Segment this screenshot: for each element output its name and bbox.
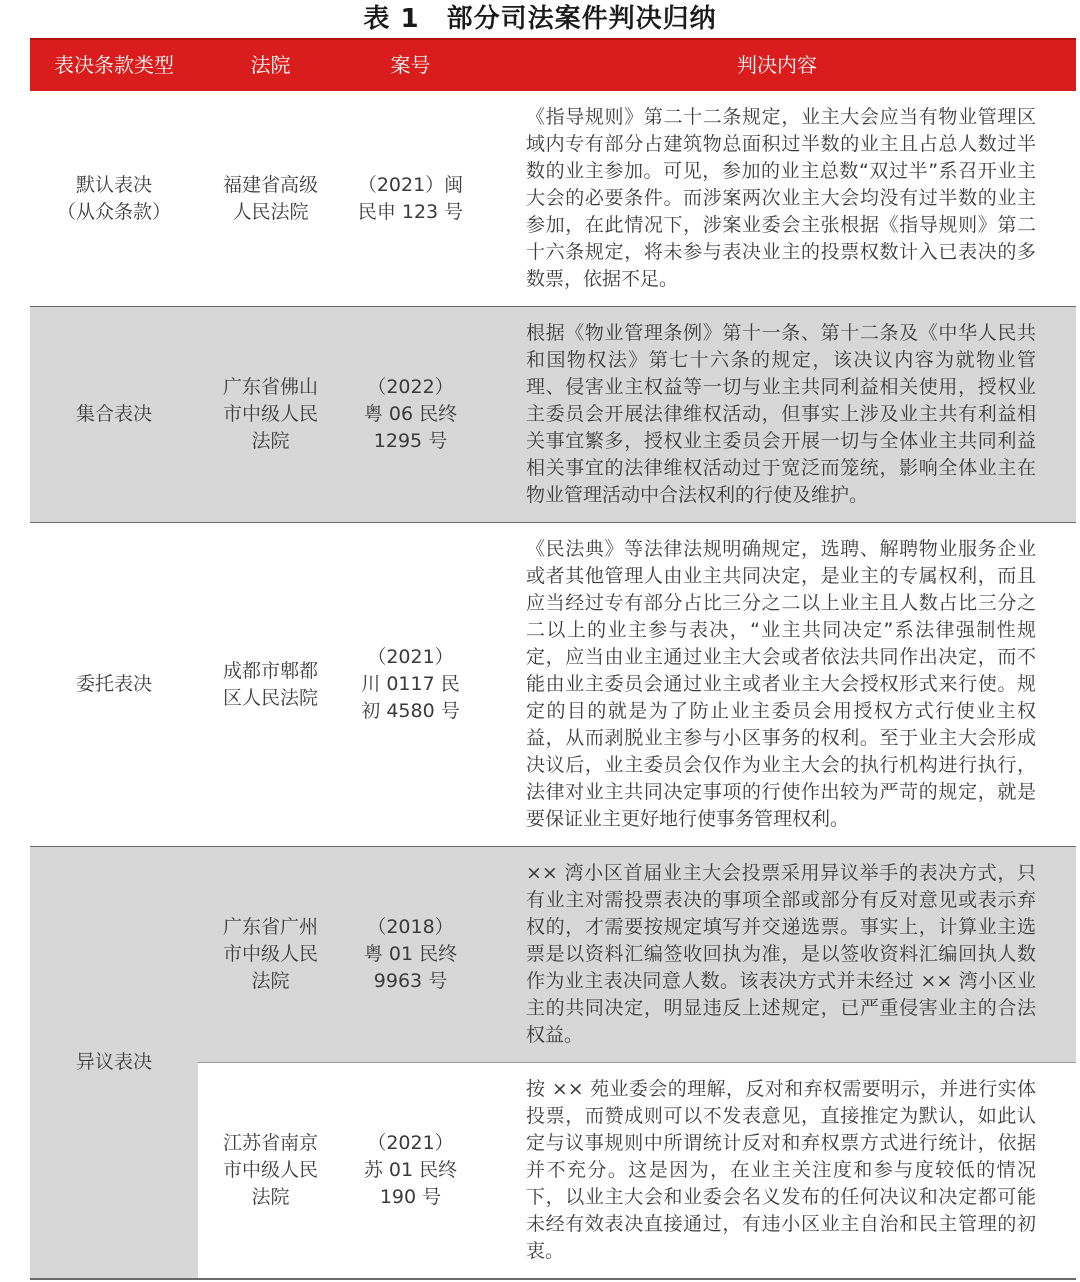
vote-type-cell	[30, 307, 198, 523]
case-number-line: 川 0117 民	[361, 673, 460, 695]
court-line: 江苏省南京	[222, 1132, 318, 1154]
court-line: 广东省广州	[222, 916, 318, 938]
court-line: 人民法院	[232, 200, 309, 223]
case-number-cell	[343, 523, 478, 847]
case-number-line: （2021）闽	[357, 173, 464, 196]
table-row	[30, 91, 1076, 307]
case-number-line: 190 号	[379, 1186, 442, 1208]
court-line: 市中级人民	[222, 943, 318, 965]
table-row	[30, 523, 1076, 847]
court-line: 法院	[251, 430, 290, 452]
vote-type-cell	[30, 91, 198, 307]
court-cell	[198, 847, 343, 1063]
case-number-line: 民申 123 号	[357, 200, 464, 223]
court-cell	[198, 91, 343, 307]
case-number-line: 1295 号	[373, 430, 448, 452]
table-row	[30, 307, 1076, 523]
court-cell	[198, 307, 343, 523]
court-line: 法院	[251, 970, 290, 992]
vote-type-line: （从众条款）	[56, 200, 171, 223]
judgment-content-cell: ×× 湾小区首届业主大会投票采用异议举手的表决方式，只有业主对需投票表决的事项全部或部分有反对意见或表示弃权的，才需要按规定填写并交递选票。事实上，计算业主选票是以资料汇编签收回执为准，是以签收资料汇编回执人数作为业主表决同意人数。该表决方式并未经过 ×× 湾小区业主的共同决定，明显违反上述规定，已严重侵害业主的合法权益。	[478, 847, 1076, 1063]
court-line: 广东省佛山	[222, 376, 318, 398]
court-line: 市中级人民	[222, 403, 318, 425]
court-cell	[198, 1063, 343, 1280]
case-number-line: 初 4580 号	[361, 700, 460, 722]
court-line: 市中级人民	[222, 1159, 318, 1181]
judgment-content-cell: 《指导规则》第二十二条规定，业主大会应当有物业管理区域内专有部分占建筑物总面积过半数的业主且占总人数过半数的业主参加。可见，参加的业主总数“双过半”系召开业主大会的必要条件。而涉案两次业主大会均没有过半数的业主参加，在此情况下，涉案业委会主张根据《指导规则》第二十六条规定，将未参与表决业主的投票权数计入已表决的多数票，依据不足。	[478, 91, 1076, 307]
header-court: 法院	[198, 39, 343, 91]
header-judgment-content: 判决内容	[478, 39, 1076, 91]
case-number-line: （2018）	[367, 916, 454, 938]
table-row	[30, 847, 1076, 1063]
case-number-cell	[343, 847, 478, 1063]
header-case-number: 案号	[343, 39, 478, 91]
case-number-line: 苏 01 民终	[363, 1159, 458, 1181]
case-number-line: 粤 06 民终	[363, 403, 458, 425]
court-cell	[198, 523, 343, 847]
case-number-cell	[343, 91, 478, 307]
court-line: 福建省高级	[222, 173, 318, 196]
vote-type-cell	[30, 847, 198, 1280]
judgment-content-cell: 根据《物业管理条例》第十一条、第十二条及《中华人民共和国物权法》第七十六条的规定，该决议内容为就物业管理、侵害业主权益等一切与业主共同利益相关使用，授权业主委员会开展法律维权活动，但事实上涉及业主共有利益相关事宜繁多，授权业主委员会开展一切与全体业主共同利益相关事宜的法律维权活动过于宽泛而笼统，影响全体业主在物业管理活动中合法权利的行使及维护。	[478, 307, 1076, 523]
case-number-cell	[343, 307, 478, 523]
table-caption: 表 1 部分司法案件判决归纳	[363, 4, 717, 34]
table-header	[30, 39, 1076, 91]
judgment-table	[30, 38, 1076, 1280]
court-line: 区人民法院	[222, 686, 318, 709]
case-number-line: （2022）	[367, 376, 454, 398]
case-number-cell	[343, 1063, 478, 1280]
vote-type-line: 委托表决	[75, 673, 152, 695]
vote-type-line: 异议表决	[75, 1051, 152, 1073]
court-line: 成都市郫都	[222, 659, 318, 682]
vote-type-cell	[30, 523, 198, 847]
judgment-content-cell: 《民法典》等法律法规明确规定，选聘、解聘物业服务企业或者其他管理人由业主共同决定，是业主的专属权利，而且应当经过专有部分占比三分之二以上业主且人数占比三分之二以上的业主参与表决，“业主共同决定”系法律强制性规定，应当由业主通过业主大会或者依法共同作出决定，而不能由业主委员会通过业主或者业主大会授权形式来行使。规定的目的就是为了防止业主委员会用授权方式行使业主权益，从而剥脱业主参与小区事务的权利。至于业主大会形成决议后，业主委员会仅作为业主大会的执行机构进行执行，法律对业主共同决定事项的行使作出较为严苛的规定，就是要保证业主更好地行使事务管理权利。	[478, 523, 1076, 847]
vote-type-line: 集合表决	[75, 403, 152, 425]
header-vote-clause-type: 表决条款类型	[30, 39, 198, 91]
case-number-line: 粤 01 民终	[363, 943, 458, 965]
vote-type-line: 默认表决	[75, 173, 152, 196]
judgment-content-cell: 按 ×× 苑业委会的理解，反对和弃权需要明示，并进行实体投票，而赞成则可以不发表意见，直接推定为默认，如此认定与议事规则中所谓统计反对和弃权票方式进行统计，依据并不充分。这是因为，在业主关注度和参与度较低的情况下，以业主大会和业委会名义发布的任何决议和决定都可能未经有效表决直接通过，有违小区业主自治和民主管理的初衷。	[478, 1063, 1076, 1280]
case-number-line: （2021）	[367, 646, 454, 668]
case-number-line: 9963 号	[373, 970, 448, 992]
case-number-line: （2021）	[367, 1132, 454, 1154]
court-line: 法院	[251, 1186, 290, 1208]
